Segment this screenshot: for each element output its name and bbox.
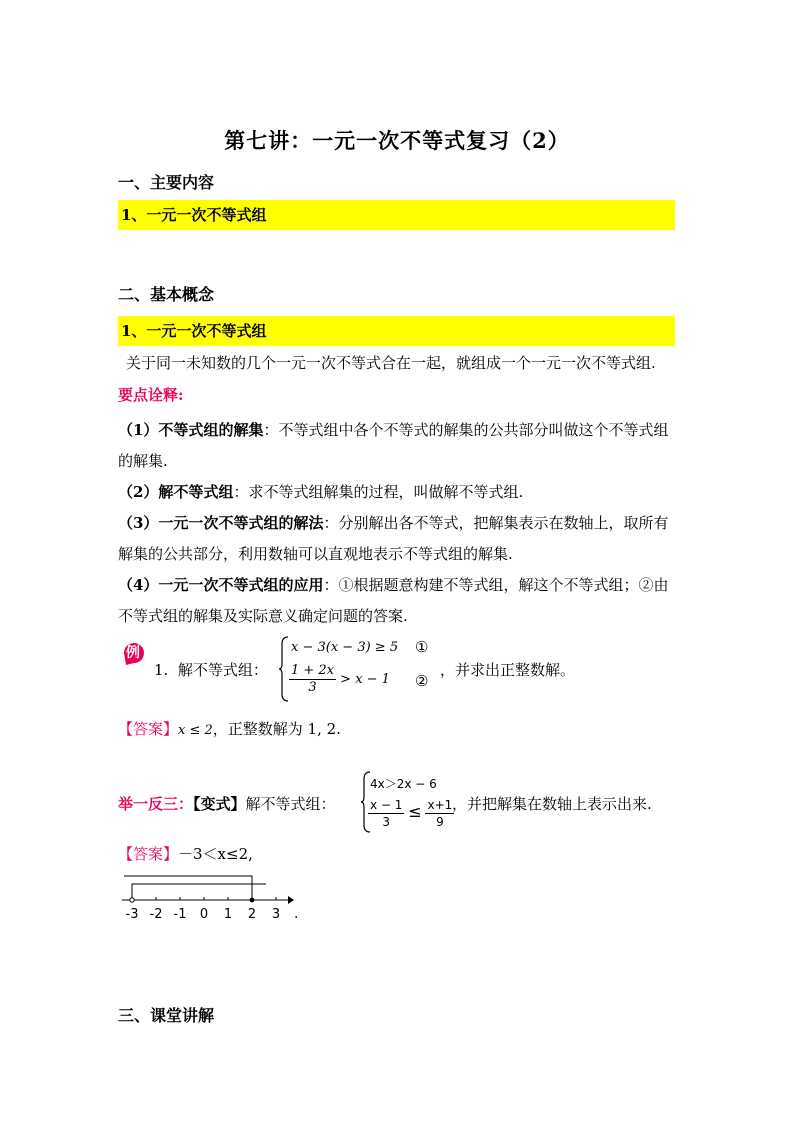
variant-inequality-2 bbox=[368, 797, 454, 830]
variant-answer-label: 【答案】 bbox=[118, 845, 179, 863]
example-1-prompt bbox=[154, 659, 268, 680]
section-1-item: 1、一元一次不等式组 bbox=[121, 206, 267, 224]
point-1-label: （1）不等式组的解集 bbox=[118, 421, 264, 439]
variant-tag: 【变式】 bbox=[193, 795, 246, 813]
point-2-text: ：求不等式组解集的过程，叫做解不等式组. bbox=[233, 483, 524, 501]
variant-suffix: ，并把解集在数轴上表示出来. bbox=[452, 795, 652, 813]
point-4-text: ：①根据题意构建不等式组，解这个不等式组；②由不等式组的解集及实际意义确定问题的答案. bbox=[118, 576, 669, 625]
example-1-inequality-2 bbox=[289, 663, 390, 696]
number-line bbox=[118, 868, 308, 924]
example-1-prompt-text: 解不等式组： bbox=[177, 661, 268, 679]
closed-endpoint bbox=[250, 898, 255, 903]
point-2 bbox=[118, 477, 683, 508]
example-1-mark-1: ① bbox=[415, 638, 429, 656]
variant-prompt-text: 解不等式组： bbox=[245, 795, 336, 813]
number-line-arrow-icon bbox=[288, 896, 294, 904]
variant-answer bbox=[118, 843, 253, 864]
number-line-tick-label: -3 bbox=[125, 907, 139, 922]
point-1 bbox=[118, 415, 683, 477]
variant-left-fraction bbox=[368, 797, 404, 830]
section-1-highlight-bar bbox=[118, 200, 675, 230]
point-3 bbox=[118, 508, 683, 570]
example-1-answer-text: ，正整数解为 1, 2. bbox=[212, 720, 341, 738]
variant-answer-text: －3＜x≤2, bbox=[178, 845, 253, 863]
number-line-trailing: . bbox=[294, 906, 299, 922]
variant-inequality-1: 4x＞2x − 6 bbox=[370, 777, 437, 791]
section-1-heading: 一、主要内容 bbox=[118, 173, 215, 192]
variant-prompt bbox=[118, 793, 336, 814]
section-2-item: 1、一元一次不等式组 bbox=[121, 322, 267, 340]
example-1-mark-2: ② bbox=[415, 672, 429, 690]
number-line-svg bbox=[118, 868, 308, 924]
point-3-text: ：分别解出各不等式，把解集表示在数轴上，取所有解集的公共部分，利用数轴可以直观地表示不等式组的解集. bbox=[118, 514, 669, 563]
solution-bracket-left bbox=[132, 884, 266, 900]
number-line-tick-label: 0 bbox=[199, 907, 209, 922]
example-1-suffix: ，并求出正整数解。 bbox=[440, 661, 576, 679]
number-line-tick-label: 1 bbox=[223, 907, 233, 922]
variant-label: 举一反三： bbox=[118, 795, 194, 813]
number-line-tick-label: -1 bbox=[173, 907, 187, 922]
definition-text: 关于同一未知数的几个一元一次不等式合在一起，就组成一个一元一次不等式组. bbox=[126, 354, 656, 372]
example-1-brace bbox=[279, 636, 289, 706]
example-badge-text: 例 bbox=[126, 645, 140, 661]
section-2-heading: 二、基本概念 bbox=[118, 285, 215, 304]
example-1-number: 1. bbox=[154, 661, 169, 679]
point-3-label: （3）一元一次不等式组的解法 bbox=[118, 514, 324, 532]
example-1-inequality-1: x − 3(x − 3) ≥ 5 bbox=[291, 640, 399, 655]
point-4-label: （4）一元一次不等式组的应用 bbox=[118, 576, 324, 594]
variant-right-fraction bbox=[425, 797, 454, 830]
section-2-highlight-bar bbox=[118, 316, 675, 346]
example-1-answer-label: 【答案】 bbox=[118, 720, 179, 738]
number-line-tick-label: 3 bbox=[271, 907, 281, 922]
example-badge-icon bbox=[121, 640, 147, 666]
point-4 bbox=[118, 570, 683, 632]
solution-bracket-right bbox=[124, 876, 252, 900]
variant-left-num: x − 1 bbox=[370, 798, 403, 812]
point-1-text: ：不等式组中各个不等式的解集的公共部分叫做这个不等式组的解集. bbox=[118, 421, 669, 470]
page-title: 第七讲：一元一次不等式复习（2） bbox=[224, 128, 570, 153]
open-endpoint bbox=[130, 898, 134, 902]
point-2-label: （2）解不等式组 bbox=[118, 483, 234, 501]
variant-right-num: x+1 bbox=[427, 798, 453, 812]
example-1-answer bbox=[118, 718, 341, 739]
key-points-label: 要点诠释: bbox=[118, 386, 184, 404]
variant-left-den: 3 bbox=[382, 815, 391, 829]
example-1-fraction-num: 1 + 2x bbox=[291, 663, 335, 678]
number-line-tick-label: 2 bbox=[247, 907, 257, 922]
variant-right-den: 9 bbox=[436, 815, 444, 829]
number-line-tick-label: -2 bbox=[149, 907, 163, 922]
example-1-inequality-2-rest: > x − 1 bbox=[340, 672, 390, 687]
example-1-fraction bbox=[289, 663, 336, 696]
example-1-answer-math: x ≤ 2 bbox=[178, 723, 213, 738]
example-1-fraction-den: 3 bbox=[308, 680, 317, 695]
variant-operator: ≤ bbox=[408, 802, 422, 821]
section-3-heading: 三、课堂讲解 bbox=[118, 1006, 215, 1025]
